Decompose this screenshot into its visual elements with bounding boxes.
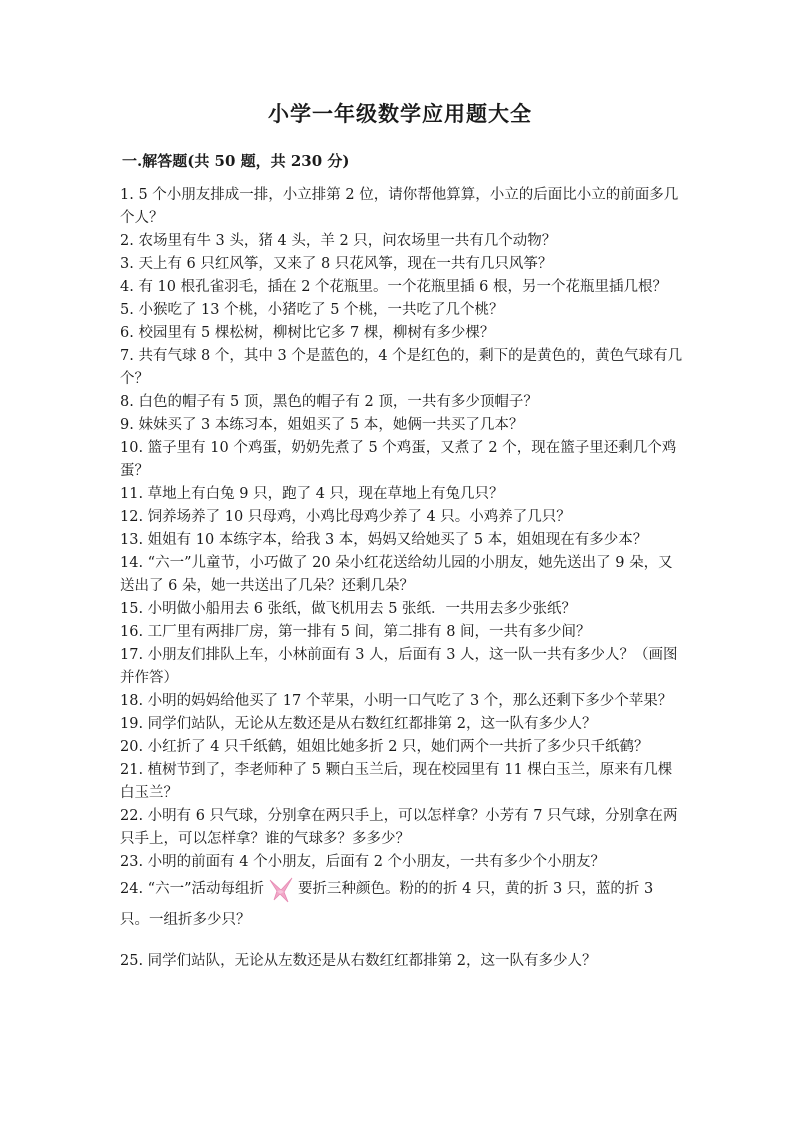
question-item: 20. 小红折了 4 只千纸鹤，姐姐比她多折 2 只，她们两个一共折了多少只千纸鹤？ xyxy=(120,739,649,755)
section-heading: 一.解答题(共 50 题，共 230 分) xyxy=(122,152,350,170)
page-title: 小学一年级数学应用题大全 xyxy=(268,101,532,126)
question-24-text-end: 要折三种颜色。粉的的折 4 只，黄的折 3 只，蓝的折 3 只。一组折多少只？ xyxy=(120,881,654,928)
question-item: 2. 农场里有牛 3 头，猪 4 头，羊 2 只，问农场里一共有几个动物？ xyxy=(120,233,557,249)
question-item: 7. 共有气球 8 个，其中 3 个是蓝色的，4 个是红色的，剩下的是黄色的，黄色气球有几个？ xyxy=(120,348,683,387)
question-item: 1. 5 个小朋友排成一排，小立排第 2 位，请你帮他算算，小立的后面比小立的前面多几个人？ xyxy=(120,187,679,226)
question-item-24 xyxy=(120,874,685,936)
question-item: 6. 校园里有 5 棵松树，柳树比它多 7 棵，柳树有多少棵？ xyxy=(120,325,495,341)
question-item: 14. “六一”儿童节，小巧做了 20 朵小红花送给幼儿园的小朋友，她先送出了 9 朵，又送出了 6 朵，她一共送出了几朵？还剩几朵？ xyxy=(120,555,673,594)
question-item: 9. 妹妹买了 3 本练习本，姐姐买了 5 本，她俩一共买了几本？ xyxy=(120,417,524,433)
question-item: 5. 小猴吃了 13 个桃，小猪吃了 5 个桃，一共吃了几个桃？ xyxy=(120,302,504,318)
question-item: 23. 小明的前面有 4 个小朋友，后面有 2 个小朋友，一共有多少个小朋友？ xyxy=(120,854,606,870)
question-item: 4. 有 10 根孔雀羽毛，插在 2 个花瓶里。一个花瓶里插 6 根，另一个花瓶里插几根？ xyxy=(120,279,667,295)
question-item: 25. 同学们站队，无论从左数还是从右数红红都排第 2，这一队有多少人？ xyxy=(120,953,597,969)
question-item: 12. 饲养场养了 10 只母鸡，小鸡比母鸡少养了 4 只。小鸡养了几只？ xyxy=(120,509,571,525)
question-item: 21. 植树节到了，李老师种了 5 颗白玉兰后，现在校园里有 11 棵白玉兰，原来有几棵白玉兰？ xyxy=(120,762,673,801)
question-list xyxy=(120,184,685,973)
question-item: 11. 草地上有白兔 9 只，跑了 4 只，现在草地上有兔几只？ xyxy=(120,486,504,502)
question-item: 3. 天上有 6 只红风筝，又来了 8 只花风筝，现在一共有几只风筝？ xyxy=(120,256,553,272)
question-item: 22. 小明有 6 只气球，分别拿在两只手上，可以怎样拿？小芳有 7 只气球，分别拿在两只手上，可以怎样拿？谁的气球多？多多少？ xyxy=(120,808,678,847)
paper-crane-icon xyxy=(266,874,296,904)
question-item: 8. 白色的帽子有 5 顶，黑色的帽子有 2 顶，一共有多少顶帽子？ xyxy=(120,394,538,410)
question-item: 10. 篮子里有 10 个鸡蛋，奶奶先煮了 5 个鸡蛋，又煮了 2 个，现在篮子里还剩几个鸡蛋？ xyxy=(120,440,677,479)
question-24-text-start: 24. “六一”活动每组折 xyxy=(120,881,264,897)
question-item: 15. 小明做小船用去 6 张纸，做飞机用去 5 张纸．一共用去多少张纸？ xyxy=(120,601,577,617)
question-item: 13. 姐姐有 10 本练字本，给我 3 本，妈妈又给她买了 5 本，姐姐现在有多少本？ xyxy=(120,532,648,548)
question-item: 16. 工厂里有两排厂房，第一排有 5 间，第二排有 8 间，一共有多少间？ xyxy=(120,624,591,640)
question-item: 19. 同学们站队，无论从左数还是从右数红红都排第 2，这一队有多少人？ xyxy=(120,716,597,732)
spacer xyxy=(120,936,685,950)
question-item: 17. 小朋友们排队上车，小林前面有 3 人，后面有 3 人，这一队一共有多少人？（画图并作答） xyxy=(120,647,678,686)
question-item: 18. 小明的妈妈给他买了 17 个苹果，小明一口气吃了 3 个，那么还剩下多少个苹果？ xyxy=(120,693,673,709)
